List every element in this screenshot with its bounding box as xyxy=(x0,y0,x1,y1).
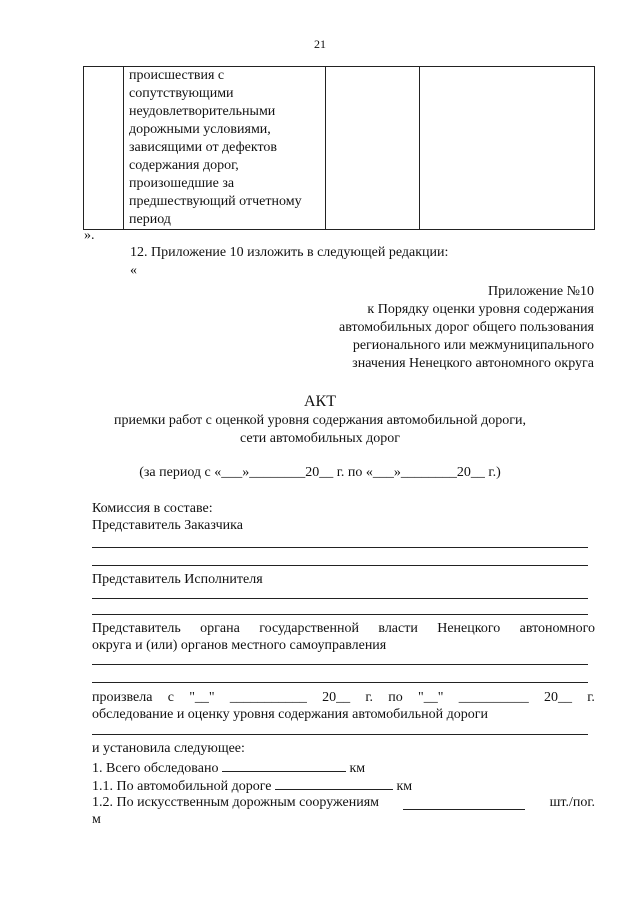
appendix-line: регионального или межмуниципального xyxy=(352,338,594,353)
fill-line xyxy=(92,565,588,566)
description-line: период xyxy=(129,212,171,227)
commission-intro: Комиссия в составе: xyxy=(92,501,213,516)
inspection-line2: обследование и оценку уровня содержания автомобильной дороги xyxy=(92,707,488,722)
inspection-word: ___________ xyxy=(229,690,307,705)
table-cell-value xyxy=(326,67,420,230)
findings-item-1-label: 1. Всего обследовано xyxy=(92,761,219,776)
description-line: неудовлетворительными xyxy=(129,104,276,119)
findings-item-1-1-label: 1.1. По автомобильной дороге xyxy=(92,779,272,794)
findings-item-1-2-label: 1.2. По искусственным дорожным сооружениям xyxy=(92,795,379,810)
description-line: содержания дорог, xyxy=(129,158,239,173)
appendix-header xyxy=(339,283,594,373)
fill-line xyxy=(92,598,588,599)
table-cell-description xyxy=(124,67,326,230)
act-subtitle-line1: приемки работ с оценкой уровня содержания автомобильной дороги, xyxy=(114,413,526,428)
appendix-line: автомобильных дорог общего пользования xyxy=(339,320,594,335)
contractor-representative-label: Представитель Исполнителя xyxy=(92,572,263,587)
findings-item-1 xyxy=(92,758,365,777)
act-subtitle-line2: сети автомобильных дорог xyxy=(240,431,400,446)
inspection-word: г. xyxy=(587,690,595,705)
fill-line xyxy=(92,547,588,548)
findings-intro: и установила следующее: xyxy=(92,741,245,756)
fill-line xyxy=(92,734,588,735)
inspection-word: __________ xyxy=(458,690,529,705)
appendix-title: Приложение №10 xyxy=(488,284,594,299)
inspection-word: произвела xyxy=(92,690,153,705)
act-title: АКТ xyxy=(304,393,336,410)
act-period: (за период с «___»________20__ г. по «___»________20__ г.) xyxy=(139,465,501,480)
item-12: 12. Приложение 10 изложить в следующей редакции: xyxy=(130,245,449,260)
findings-item-1-2 xyxy=(92,794,595,811)
fill-line xyxy=(92,664,588,665)
opening-quote: « xyxy=(130,263,137,278)
inspection-word: по xyxy=(388,690,403,705)
fill-blank xyxy=(222,758,346,772)
findings-item-1-2-unit: шт./пог. xyxy=(549,795,595,810)
findings-item-1-1 xyxy=(92,776,412,795)
authority-representative-line1: Представитель органа государственной власти Ненецкого автономного xyxy=(92,621,595,636)
inspection-line1 xyxy=(92,689,595,706)
appendix-line: значения Ненецкого автономного округа xyxy=(352,356,594,371)
fill-line xyxy=(92,682,588,683)
authority-representative-line2: округа и (или) органов местного самоуправления xyxy=(92,638,387,653)
fill-blank xyxy=(403,796,525,810)
findings-item-1-2-unit-continued: м xyxy=(92,812,101,827)
continuation-table xyxy=(83,66,595,230)
table-cell-value xyxy=(420,67,595,230)
fill-blank xyxy=(275,776,393,790)
inspection-word: 20__ xyxy=(322,690,351,705)
description-line: зависящими от дефектов xyxy=(129,140,278,155)
inspection-word: "__" xyxy=(189,690,215,705)
inspection-word: "__" xyxy=(418,690,444,705)
description-line: происшествия с xyxy=(129,68,225,83)
inspection-word: с xyxy=(167,690,174,705)
description-line: произошедшие за xyxy=(129,176,235,191)
fill-line xyxy=(92,614,588,615)
description-line: сопутствующими xyxy=(129,86,234,101)
customer-representative-label: Представитель Заказчика xyxy=(92,518,243,533)
page-number: 21 xyxy=(314,37,326,51)
inspection-word: г. xyxy=(365,690,374,705)
findings-item-1-1-unit: км xyxy=(396,779,413,794)
table-row xyxy=(84,67,595,230)
inspection-word: 20__ xyxy=(543,690,572,705)
appendix-line: к Порядку оценки уровня содержания xyxy=(367,302,594,317)
description-line: предшествующий отчетному xyxy=(129,194,302,209)
description-line: дорожными условиями, xyxy=(129,122,271,137)
table-cell-number xyxy=(84,67,124,230)
closing-quote: ». xyxy=(84,228,95,243)
findings-item-1-unit: км xyxy=(349,761,366,776)
